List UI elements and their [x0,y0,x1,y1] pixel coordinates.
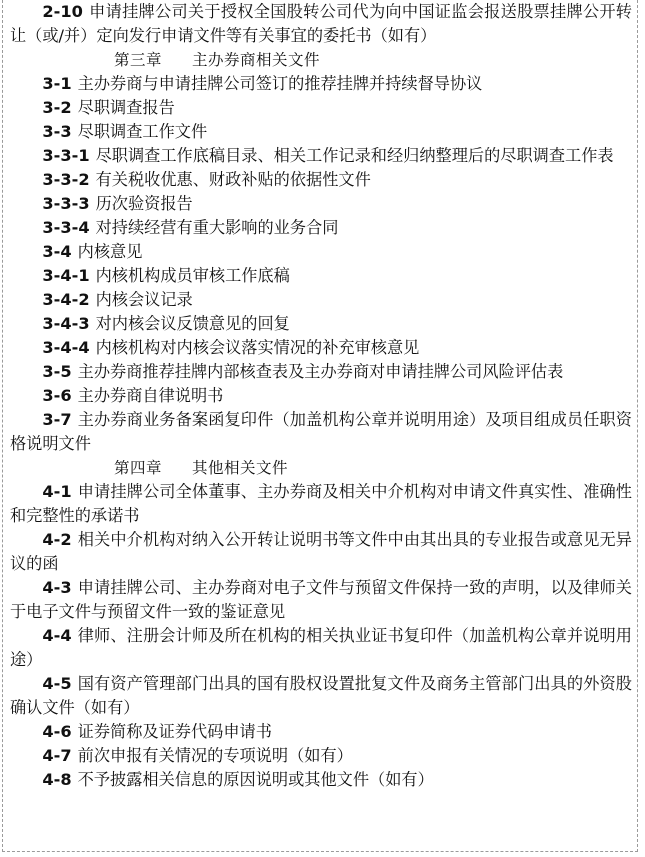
item-text: 申请挂牌公司、主办券商对电子文件与预留文件保持一致的声明，以及律师关于电子文件与预留文件一致的鉴证意见 [10,578,632,621]
item-number: 4-8 [42,770,72,789]
item-number: 3-3-2 [42,170,90,189]
item-number: 4-7 [42,746,72,765]
list-item [10,576,632,624]
list-item [10,336,632,360]
item-text: 内核意见 [77,242,143,261]
item-text: 历次验资报告 [95,194,193,213]
item-number: 3-7 [42,410,72,429]
item-text: 申请挂牌公司关于授权全国股转公司代为向中国证监会报送股票挂牌公开转让（或/并）定向发行申请文件等有关事宜的委托书（如有） [10,2,632,45]
item-text: 相关中介机构对纳入公开转让说明书等文件中由其出具的专业报告或意见无异议的函 [10,530,632,573]
item-number: 4-6 [42,722,72,741]
item-text: 主办券商业务备案函复印件（加盖机构公章并说明用途）及项目组成员任职资格说明文件 [10,410,632,453]
item-text: 尽职调查工作底稿目录、相关工作记录和经归纳整理后的尽职调查工作表 [95,146,614,165]
item-number: 3-4-4 [42,338,90,357]
list-item [10,144,632,168]
list-item [10,312,632,336]
item-number: 4-5 [42,674,72,693]
chapter-heading [10,456,632,480]
list-item [10,264,632,288]
item-text: 尽职调查报告 [77,98,175,117]
list-item [10,216,632,240]
chapter-title: 其他相关文件 [192,459,289,477]
chapter-title: 主办券商相关文件 [192,51,321,69]
item-number: 3-4-3 [42,314,90,333]
item-text: 内核会议记录 [95,290,193,309]
list-item [10,360,632,384]
item-text: 对内核会议反馈意见的回复 [95,314,290,333]
item-text: 主办券商自律说明书 [77,386,224,405]
item-number: 3-6 [42,386,72,405]
item-text: 主办券商推荐挂牌内部核查表及主办券商对申请挂牌公司风险评估表 [77,362,564,381]
list-item [10,192,632,216]
list-item [10,408,632,456]
item-number: 3-4-1 [42,266,90,285]
list-item [10,672,632,720]
list-item [10,240,632,264]
chapter-number: 第四章 [114,459,163,477]
item-text: 内核机构成员审核工作底稿 [95,266,290,285]
item-number: 4-4 [42,626,72,645]
list-item [10,480,632,528]
item-number: 3-3 [42,122,72,141]
list-item [10,624,632,672]
item-number: 3-4 [42,242,72,261]
item-text: 尽职调查工作文件 [77,122,208,141]
item-text: 有关税收优惠、财政补贴的依据性文件 [95,170,371,189]
item-number: 4-2 [42,530,72,549]
list-item [10,720,632,744]
list-item [10,120,632,144]
item-number: 2-10 [42,2,83,21]
list-item [10,96,632,120]
chapter-number: 第三章 [114,51,163,69]
item-number: 4-1 [42,482,72,501]
list-item [10,168,632,192]
item-text: 证券简称及证券代码申请书 [77,722,272,741]
item-text: 不予披露相关信息的原因说明或其他文件（如有） [77,770,434,789]
item-text: 前次申报有关情况的专项说明（如有） [77,746,353,765]
item-number: 3-1 [42,74,72,93]
item-text: 律师、注册会计师及所在机构的相关执业证书复印件（加盖机构公章并说明用途） [10,626,632,669]
item-text: 申请挂牌公司全体董事、主办券商及相关中介机构对申请文件真实性、准确性和完整性的承诺书 [10,482,632,525]
item-number: 3-3-3 [42,194,90,213]
item-number: 3-5 [42,362,72,381]
item-number: 3-2 [42,98,72,117]
item-number: 3-3-1 [42,146,90,165]
item-text: 内核机构对内核会议落实情况的补充审核意见 [95,338,420,357]
item-number: 3-3-4 [42,218,90,237]
item-number: 4-3 [42,578,72,597]
list-item [10,384,632,408]
list-item [10,0,632,48]
document-body [10,0,632,792]
item-text: 主办券商与申请挂牌公司签订的推荐挂牌并持续督导协议 [77,74,483,93]
list-item [10,768,632,792]
list-item [10,288,632,312]
item-text: 对持续经营有重大影响的业务合同 [95,218,339,237]
list-item [10,72,632,96]
item-number: 3-4-2 [42,290,90,309]
item-text: 国有资产管理部门出具的国有股权设置批复文件及商务主管部门出具的外资股确认文件（如有） [10,674,632,717]
list-item [10,528,632,576]
chapter-heading [10,48,632,72]
list-item [10,744,632,768]
